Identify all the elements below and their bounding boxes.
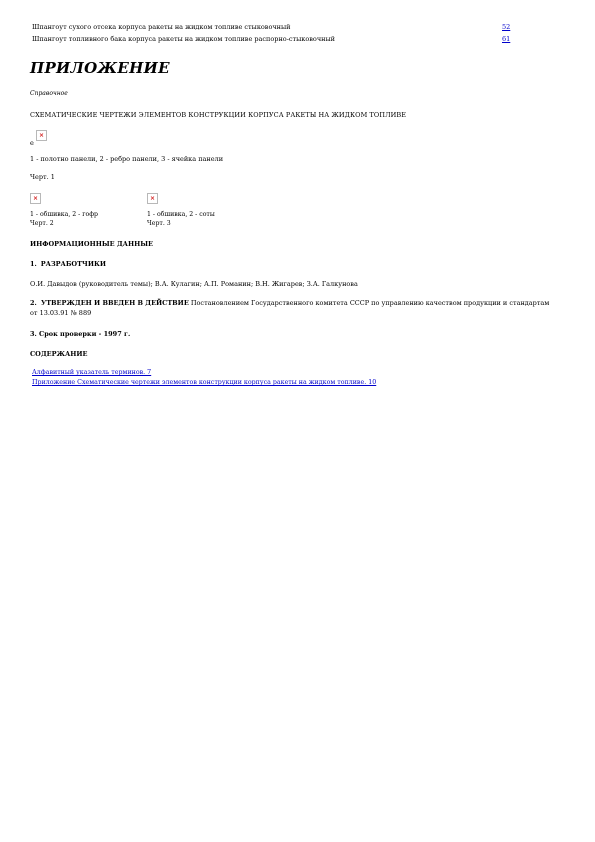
contents-item[interactable] [32,378,376,388]
contents-list [32,368,376,388]
fig1-caption: 1 - полотно панели, 2 - ребро панели, 3 - ячейка панели [30,155,224,163]
fig1-label: Черт. 1 [30,173,55,181]
info-heading: ИНФОРМАЦИОННЫЕ ДАННЫЕ [30,240,154,248]
toc-row-text: Шпангоут сухого отсека корпуса ракеты на жидком топливе стыковочный [32,23,291,32]
developers-heading [30,260,106,268]
image-alt-prefix: е [30,139,34,147]
toc-page-number[interactable]: 61 [502,35,511,44]
contents-item[interactable] [32,368,376,378]
developers-list: О.И. Давыдов (руководитель темы); В.А. Кулагин; А.П. Романин; В.Н. Жигарев; З.А. Галкунова [30,280,358,288]
contents-link[interactable]: Приложение Схематические чертежи элементов конструкции корпуса ракеты на жидком топливе. 10 [32,379,377,386]
contents-heading: СОДЕРЖАНИЕ [30,350,88,358]
broken-image-icon: × [30,193,41,204]
contents-link[interactable]: Алфавитный указатель терминов. 7 [32,369,152,376]
toc-row [32,33,532,46]
approved-label: УТВЕРЖДЕН И ВВЕДЕН В ДЕЙСТВИЕ [40,299,189,307]
toc-table [32,22,532,46]
fig3-caption: 1 - обшивка, 2 - соты [147,211,215,218]
review-term: 3. Срок проверки - 1997 г. [30,330,131,338]
appendix-reference-label: Справочное [30,90,68,97]
fig2-caption: 1 - обшивка, 2 - гофр [30,211,98,218]
toc-row-page-link[interactable] [502,22,532,33]
broken-image-icon: × [147,193,158,204]
fig3-label: Черт. 3 [147,220,171,227]
appendix-section-heading: СХЕМАТИЧЕСКИЕ ЧЕРТЕЖИ ЭЛЕМЕНТОВ КОНСТРУКЦИИ КОРПУСА РАКЕТЫ НА ЖИДКОМ ТОПЛИВЕ [30,111,407,119]
toc-row-text: Шпангоут топливного бака корпуса ракеты на жидком топливе распорно-стыковочный [32,35,335,44]
approved-paragraph [30,298,550,318]
developers-heading-text: РАЗРАБОТЧИКИ [40,260,107,268]
fig2-label: Черт. 2 [30,220,54,227]
toc-row-page-link[interactable] [502,33,532,46]
developers-number: 1. [30,260,37,268]
approved-number: 2. [30,299,37,307]
toc-row [32,22,532,33]
approved-text: Постановлением Государственного комитета СССР по управлению качеством продукции и стандартам от 13.03.91 № 889 [30,299,550,318]
appendix-title: ПРИЛОЖЕНИЕ [30,59,170,77]
toc-page-number[interactable]: 52 [502,23,511,32]
broken-image-icon: × [36,130,47,141]
